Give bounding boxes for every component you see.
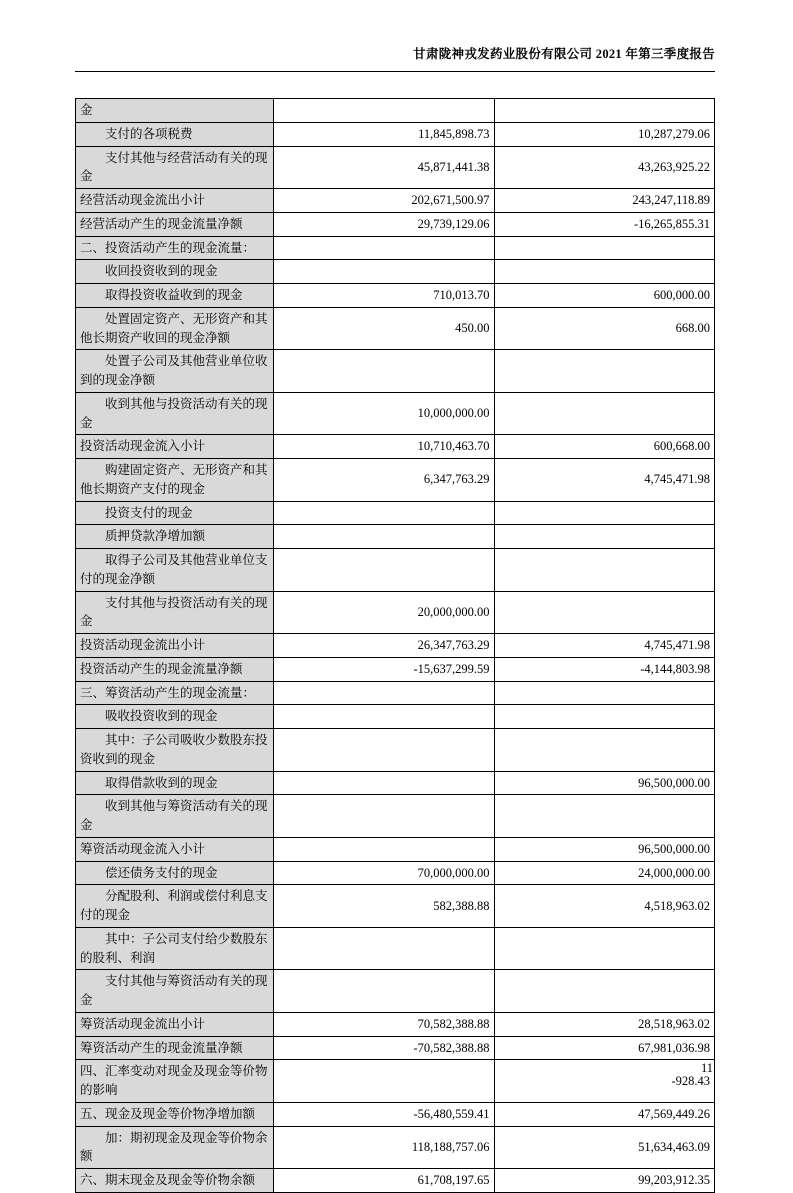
table-row (76, 634, 715, 658)
row-value-current-period: 61,708,197.65 (274, 1169, 494, 1193)
row-label: 筹资活动现金流出小计 (76, 1012, 274, 1036)
table-row (76, 99, 715, 123)
table-row (76, 549, 715, 592)
table-row (76, 501, 715, 525)
row-value-current-period (274, 99, 494, 123)
row-value-current-period: 29,739,129.06 (274, 212, 494, 236)
row-value-prior-period: 99,203,912.35 (494, 1169, 714, 1193)
report-title: 甘肃陇神戎发药业股份有限公司 2021 年第三季度报告 (413, 47, 715, 61)
row-value-prior-period: 600,000.00 (494, 284, 714, 308)
row-value-prior-period: 4,518,963.02 (494, 885, 714, 928)
row-label: 质押贷款净增加额 (76, 525, 274, 549)
row-value-current-period (274, 795, 494, 838)
table-row (76, 885, 715, 928)
row-label: 经营活动产生的现金流量净额 (76, 212, 274, 236)
row-value-prior-period: 96,500,000.00 (494, 771, 714, 795)
row-value-current-period: 10,710,463.70 (274, 435, 494, 459)
table-row (76, 284, 715, 308)
row-label: 处置子公司及其他营业单位收到的现金净额 (76, 350, 274, 393)
table-row (76, 122, 715, 146)
row-value-current-period (274, 771, 494, 795)
row-label: 偿还债务支付的现金 (76, 861, 274, 885)
row-value-current-period: -70,582,388.88 (274, 1036, 494, 1060)
row-value-current-period: 6,347,763.29 (274, 459, 494, 502)
row-label: 投资活动现金流入小计 (76, 435, 274, 459)
row-value-current-period (274, 1060, 494, 1103)
row-value-current-period: 582,388.88 (274, 885, 494, 928)
row-value-prior-period (494, 591, 714, 634)
row-value-prior-period (494, 927, 714, 970)
cash-flow-table (75, 98, 715, 1193)
row-value-prior-period (494, 525, 714, 549)
row-label: 支付的各项税费 (76, 122, 274, 146)
row-value-prior-period: 51,634,463.09 (494, 1126, 714, 1169)
row-value-prior-period: 28,518,963.02 (494, 1012, 714, 1036)
row-value-current-period: 70,582,388.88 (274, 1012, 494, 1036)
row-value-prior-period: 4,745,471.98 (494, 634, 714, 658)
row-value-prior-period: 600,668.00 (494, 435, 714, 459)
row-label: 取得借款收到的现金 (76, 771, 274, 795)
table-row (76, 212, 715, 236)
table-row (76, 1012, 715, 1036)
row-value-prior-period: -4,144,803.98 (494, 657, 714, 681)
row-value-current-period (274, 501, 494, 525)
row-value-prior-period (494, 260, 714, 284)
row-value-prior-period (494, 549, 714, 592)
row-label: 收到其他与筹资活动有关的现金 (76, 795, 274, 838)
row-value-prior-period: 24,000,000.00 (494, 861, 714, 885)
row-label: 六、期末现金及现金等价物余额 (76, 1169, 274, 1193)
row-label: 取得投资收益收到的现金 (76, 284, 274, 308)
row-value-current-period (274, 837, 494, 861)
table-row (76, 795, 715, 838)
table-row (76, 1036, 715, 1060)
table-row (76, 837, 715, 861)
row-value-prior-period: 67,981,036.98 (494, 1036, 714, 1060)
row-value-prior-period (494, 392, 714, 435)
row-value-current-period: 118,188,757.06 (274, 1126, 494, 1169)
row-value-prior-period (494, 681, 714, 705)
row-value-current-period: 26,347,763.29 (274, 634, 494, 658)
row-label: 支付其他与经营活动有关的现金 (76, 146, 274, 189)
table-row (76, 591, 715, 634)
row-value-current-period (274, 970, 494, 1013)
row-value-prior-period (494, 236, 714, 260)
row-value-prior-period (494, 99, 714, 123)
row-value-current-period: 11,845,898.73 (274, 122, 494, 146)
row-label: 收到其他与投资活动有关的现金 (76, 392, 274, 435)
row-value-current-period: 10,000,000.00 (274, 392, 494, 435)
row-label: 购建固定资产、无形资产和其他长期资产支付的现金 (76, 459, 274, 502)
row-label: 投资活动产生的现金流量净额 (76, 657, 274, 681)
table-row (76, 392, 715, 435)
row-label: 其中：子公司吸收少数股东投资收到的现金 (76, 729, 274, 772)
table-row (76, 459, 715, 502)
row-label: 加：期初现金及现金等价物余额 (76, 1126, 274, 1169)
row-value-current-period (274, 705, 494, 729)
row-value-current-period: -56,480,559.41 (274, 1102, 494, 1126)
table-row (76, 1126, 715, 1169)
row-value-prior-period (494, 350, 714, 393)
row-label: 筹资活动现金流入小计 (76, 837, 274, 861)
row-value-prior-period: 4,745,471.98 (494, 459, 714, 502)
row-value-prior-period: 96,500,000.00 (494, 837, 714, 861)
row-label: 支付其他与投资活动有关的现金 (76, 591, 274, 634)
table-row (76, 189, 715, 213)
row-value-prior-period (494, 795, 714, 838)
row-label: 取得子公司及其他营业单位支付的现金净额 (76, 549, 274, 592)
row-value-current-period: 710,013.70 (274, 284, 494, 308)
table-row (76, 729, 715, 772)
table-row (76, 1060, 715, 1103)
table-row (76, 307, 715, 350)
row-value-current-period (274, 350, 494, 393)
row-label: 五、现金及现金等价物净增加额 (76, 1102, 274, 1126)
page-number: 11 (700, 1061, 713, 1075)
row-value-current-period: 202,671,500.97 (274, 189, 494, 213)
table-row (76, 657, 715, 681)
row-label: 投资支付的现金 (76, 501, 274, 525)
row-label: 投资活动现金流出小计 (76, 634, 274, 658)
row-value-current-period: 45,871,441.38 (274, 146, 494, 189)
table-row (76, 525, 715, 549)
row-value-prior-period: 668.00 (494, 307, 714, 350)
table-row (76, 681, 715, 705)
row-label: 分配股利、利润或偿付利息支付的现金 (76, 885, 274, 928)
row-label: 二、投资活动产生的现金流量： (76, 236, 274, 260)
table-row (76, 1102, 715, 1126)
row-label: 其中：子公司支付给少数股东的股利、利润 (76, 927, 274, 970)
table-row (76, 705, 715, 729)
row-value-current-period: 450.00 (274, 307, 494, 350)
row-value-current-period: -15,637,299.59 (274, 657, 494, 681)
page-header (75, 44, 715, 72)
row-value-current-period (274, 260, 494, 284)
row-value-current-period (274, 525, 494, 549)
row-value-current-period (274, 681, 494, 705)
row-label: 支付其他与筹资活动有关的现金 (76, 970, 274, 1013)
row-label: 筹资活动产生的现金流量净额 (76, 1036, 274, 1060)
table-row (76, 146, 715, 189)
row-value-prior-period: -928.43 (494, 1060, 714, 1103)
row-label: 处置固定资产、无形资产和其他长期资产收回的现金净额 (76, 307, 274, 350)
row-value-prior-period: 47,569,449.26 (494, 1102, 714, 1126)
table-row (76, 350, 715, 393)
row-value-current-period: 70,000,000.00 (274, 861, 494, 885)
table-row (76, 861, 715, 885)
row-value-prior-period (494, 970, 714, 1013)
table-row (76, 435, 715, 459)
row-label: 三、筹资活动产生的现金流量： (76, 681, 274, 705)
row-value-current-period (274, 549, 494, 592)
row-value-prior-period: 10,287,279.06 (494, 122, 714, 146)
row-label: 金 (76, 99, 274, 123)
table-row (76, 927, 715, 970)
row-value-prior-period (494, 501, 714, 525)
row-value-current-period (274, 927, 494, 970)
row-value-current-period: 20,000,000.00 (274, 591, 494, 634)
row-value-prior-period: -16,265,855.31 (494, 212, 714, 236)
row-label: 四、汇率变动对现金及现金等价物的影响 (76, 1060, 274, 1103)
row-value-current-period (274, 729, 494, 772)
row-value-current-period (274, 236, 494, 260)
row-value-prior-period (494, 729, 714, 772)
table-row (76, 970, 715, 1013)
row-label: 经营活动现金流出小计 (76, 189, 274, 213)
cash-flow-table-wrap (75, 98, 715, 1193)
table-row (76, 260, 715, 284)
row-label: 吸收投资收到的现金 (76, 705, 274, 729)
row-value-prior-period: 43,263,925.22 (494, 146, 714, 189)
table-row (76, 236, 715, 260)
row-label: 收回投资收到的现金 (76, 260, 274, 284)
row-value-prior-period (494, 705, 714, 729)
row-value-prior-period: 243,247,118.89 (494, 189, 714, 213)
table-row (76, 1169, 715, 1193)
table-row (76, 771, 715, 795)
